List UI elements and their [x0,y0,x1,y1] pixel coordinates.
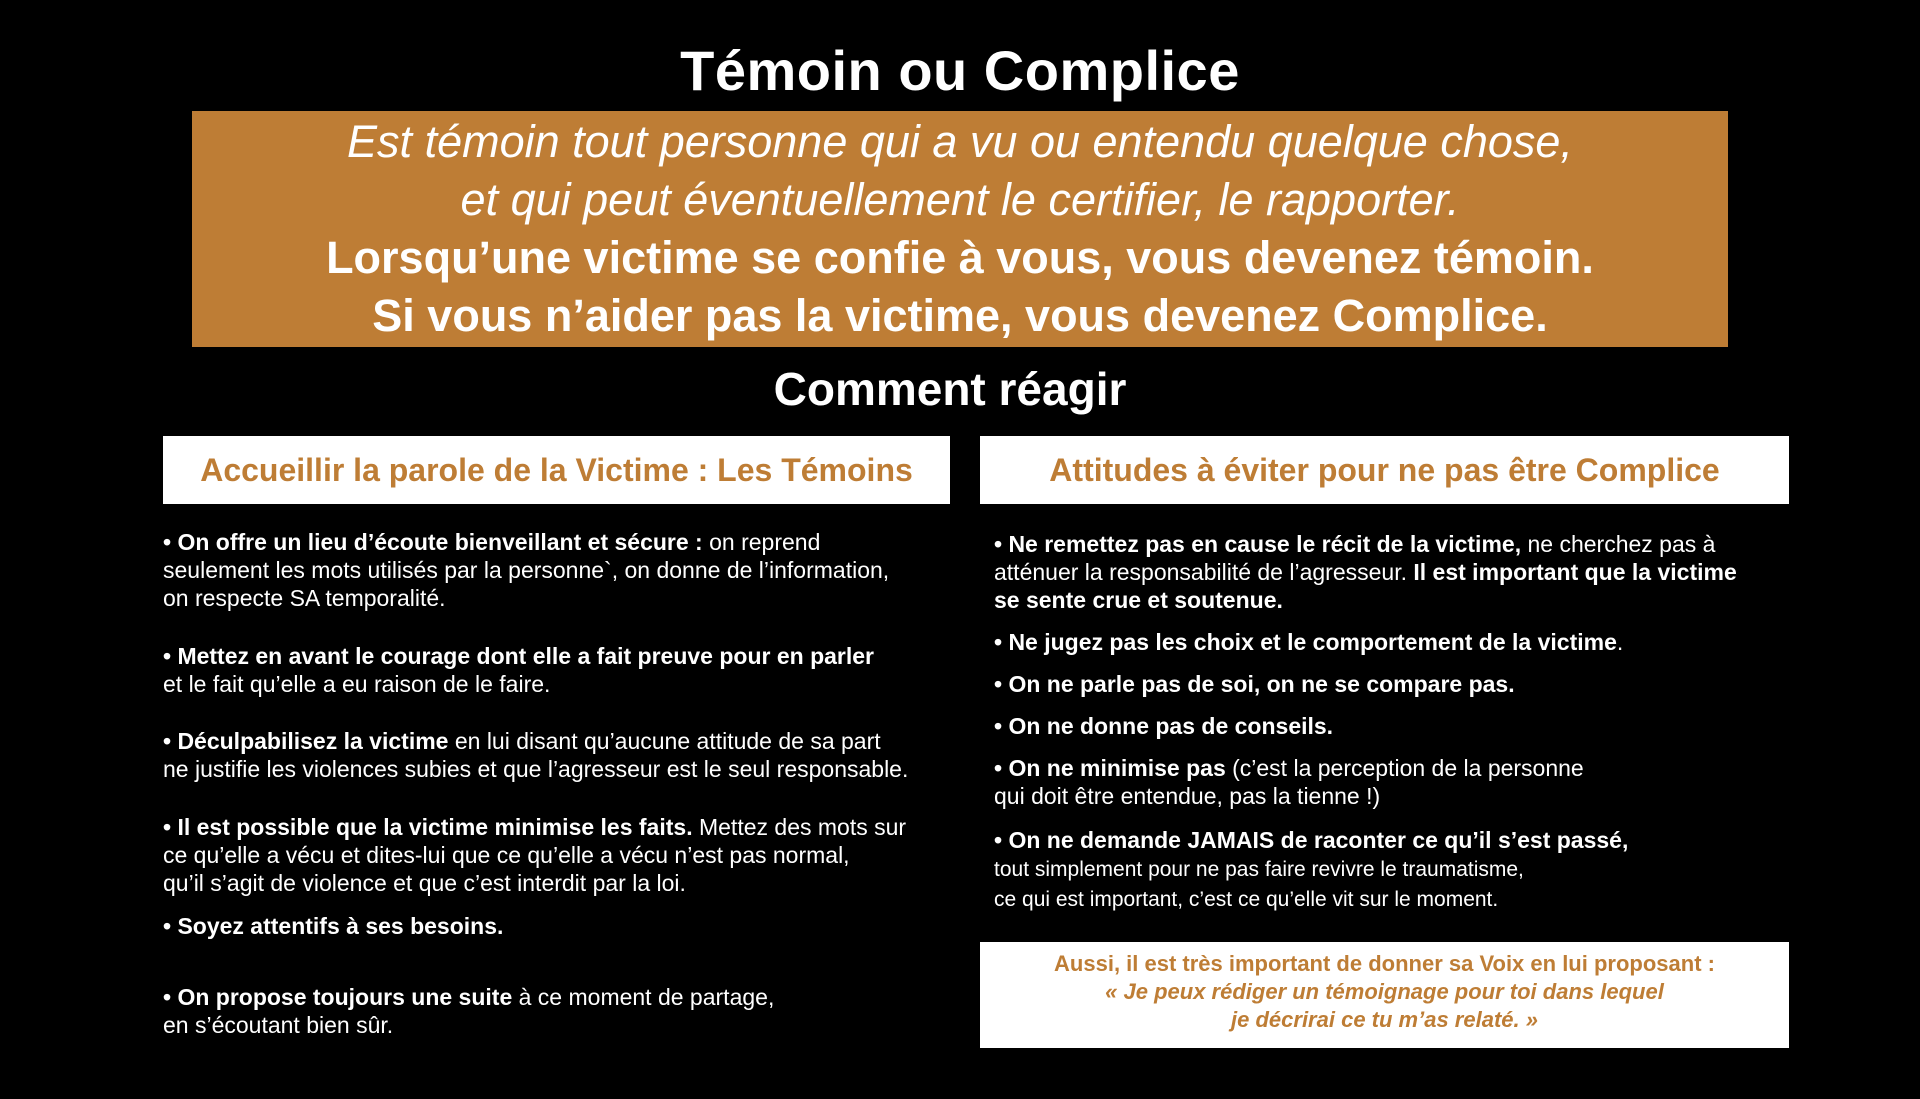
item-bold-text: • Soyez attentifs à ses besoins. [163,913,504,939]
note-line-2: « Je peux rédiger un témoignage pour toi dans lequel [1105,979,1664,1004]
item-text: Mettez des mots sur [692,814,907,840]
banner-italic-line-2: et qui peut éventuellement le certifier, le rapporter. [460,174,1460,225]
list-item [994,670,1515,698]
item-bold-text: Il est important que la victime [1413,559,1737,585]
list-item [994,628,1623,656]
item-bold-text: • On ne demande JAMAIS de raconter ce qu’il s’est passé, [994,827,1629,853]
item-text: on reprend [702,529,821,555]
item-text: ce qui est important, c’est ce qu’elle vit sur le moment. [994,888,1499,911]
list-item [994,530,1737,614]
item-bold-text: • Ne remettez pas en cause le récit de la victime, [994,531,1522,557]
item-bold-text: se sente crue et soutenue. [994,587,1283,613]
item-text: . [1616,629,1624,655]
item-bold-text: • Il est possible que la victime minimise les faits. [163,814,693,840]
item-text: on respecte SA temporalité. [163,585,446,611]
item-text: qu’il s’agit de violence et que c’est interdit par la loi. [163,870,686,896]
left-column-heading: Accueillir la parole de la Victime : Les Témoins [163,436,950,504]
item-bold-text: • On propose toujours une suite [163,984,513,1010]
list-item [994,826,1628,914]
list-item [163,813,906,897]
banner-italic-line-1: Est témoin tout personne qui a vu ou entendu quelque chose, [347,116,1573,167]
item-text: seulement les mots utilisés par la personne`, on donne de l’information, [163,557,890,583]
item-bold-text: • Déculpabilisez la victime [163,728,449,754]
item-bold-text: • Mettez en avant le courage dont elle a fait preuve pour en parler [163,643,875,669]
list-item [163,727,908,783]
item-bold-text: • Ne jugez pas les choix et le comportement de la victime [994,629,1617,655]
item-text: en s’écoutant bien sûr. [163,1012,394,1038]
item-bold-text: • On ne minimise pas [994,755,1226,781]
banner-bold-line-1: Lorsqu’une victime se confie à vous, vous devenez témoin. [326,232,1594,283]
proposal-note [980,942,1789,1048]
item-text: ne justifie les violences subies et que l’agresseur est le seul responsable. [163,756,909,782]
item-text: et le fait qu’elle a eu raison de le faire. [163,671,551,697]
item-text: tout simplement pour ne pas faire revivre le traumatisme, [994,858,1524,881]
definition-banner [192,111,1728,347]
item-bold-text: • On offre un lieu d’écoute bienveillant et sécure : [163,529,703,555]
item-text: ne cherchez pas à [1521,531,1716,557]
list-item [994,754,1584,810]
list-item [994,712,1333,740]
item-bold-text: • On ne donne pas de conseils. [994,713,1334,739]
list-item [163,983,774,1039]
list-item [163,642,874,698]
item-text: (c’est la perception de la personne [1225,755,1584,781]
item-text: en lui disant qu’aucune attitude de sa part [448,728,881,754]
item-text: qui doit être entendue, pas la tienne !) [994,783,1381,809]
list-item [163,912,503,940]
item-bold-text: • On ne parle pas de soi, on ne se compare pas. [994,671,1515,697]
item-text: atténuer la responsabilité de l’agresseur. [994,559,1414,585]
note-line-1: Aussi, il est très important de donner sa Voix en lui proposant : [1054,951,1715,976]
section-subtitle: Comment réagir [773,363,1127,415]
list-item [163,528,889,612]
banner-bold-line-2: Si vous n’aider pas la victime, vous devenez Complice. [372,290,1548,341]
right-column-heading: Attitudes à éviter pour ne pas être Complice [980,436,1789,504]
item-text: à ce moment de partage, [512,984,775,1010]
page-title: Témoin ou Complice [680,39,1240,102]
item-text: ce qu’elle a vécu et dites-lui que ce qu’elle a vécu n’est pas normal, [163,842,850,868]
note-line-3: je décrirai ce tu m’as relaté. » [1231,1007,1538,1032]
